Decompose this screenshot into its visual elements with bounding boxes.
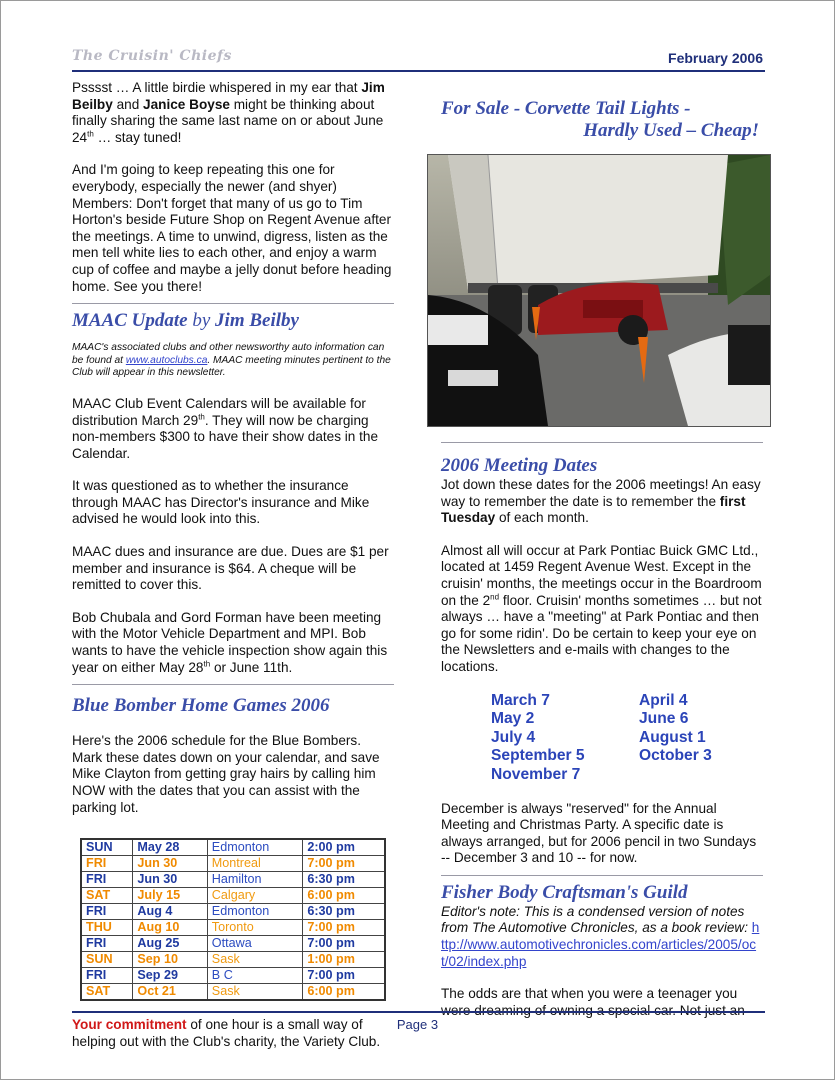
meeting-dates-list	[491, 692, 763, 785]
game-date: Oct 21	[133, 984, 207, 1001]
accident-photo	[427, 154, 771, 427]
game-city: Montreal	[207, 856, 303, 872]
game-date: Aug 10	[133, 920, 207, 936]
header-rule	[72, 70, 765, 72]
game-date: May 28	[133, 839, 207, 856]
game-time: 1:00 pm	[303, 952, 385, 968]
meeting-date: October 3	[639, 747, 712, 765]
game-row	[81, 952, 385, 968]
game-date: Jun 30	[133, 856, 207, 872]
game-date: Sep 29	[133, 968, 207, 984]
game-time: 7:00 pm	[303, 856, 385, 872]
game-time: 7:00 pm	[303, 936, 385, 952]
game-day: THU	[81, 920, 133, 936]
game-city: Ottawa	[207, 936, 303, 952]
game-day: FRI	[81, 936, 133, 952]
meetings-p1: Jot down these dates for the 2006 meetings! An easy way to remember the date is to remember the first Tuesday of each month.	[441, 477, 761, 526]
maac-p1: MAAC Club Event Calendars will be available for distribution March 29th. They will now be charging non-members $300 to have their show dates in the Calendar.	[72, 395, 379, 461]
game-time: 6:00 pm	[303, 984, 385, 1001]
game-date: Sep 10	[133, 952, 207, 968]
game-city: Toronto	[207, 920, 303, 936]
gossip-paragraph: Psssst … A little birdie whispered in my ear that Jim Beilby and Janice Boyse might be thinking about finally sharing the same last name on or about June 24th … stay tuned!	[72, 80, 385, 145]
meeting-date: May 2	[491, 710, 535, 728]
meetings-title: 2006 Meeting Dates	[441, 455, 598, 476]
game-time: 7:00 pm	[303, 968, 385, 984]
game-row	[81, 856, 385, 872]
game-day: FRI	[81, 872, 133, 888]
game-city: Edmonton	[207, 839, 303, 856]
section-rule	[441, 875, 763, 876]
game-date: Aug 25	[133, 936, 207, 952]
maac-note: MAAC's associated clubs and other newsworthy auto information can be found at www.autoclubs.ca. MAAC meeting minutes pertinent to the Club will appear in this newsletter.	[72, 342, 391, 379]
bombers-schedule-table	[80, 838, 386, 1001]
reminder-paragraph: And I'm going to keep repeating this one for everybody, especially the newer (and shyer) Members: Don't forget that many of us go to Tim Horton's beside Future Shop on Regent Avenue after the meetings. A time to unwind, digress, listen as the men tell white lies to each other, and enjoy a warm cup of coffee and maybe a jelly donut before heading home. See you there!	[72, 162, 392, 294]
meeting-date: September 5	[491, 747, 585, 765]
commitment-paragraph: Your commitment of one hour is a small way of helping out with the Club's charity, the Variety Club.	[72, 1017, 381, 1049]
game-time: 6:30 pm	[303, 872, 385, 888]
section-rule	[72, 684, 394, 685]
bombers-intro: Here's the 2006 schedule for the Blue Bombers. Mark these dates down on your calendar, and save Mike Clayton from getting gray hairs by calling him NOW with the dates that you can assist with the parking lot.	[72, 733, 380, 815]
game-city: Edmonton	[207, 904, 303, 920]
meetings-p2: Almost all will occur at Park Pontiac Buick GMC Ltd., located at 1459 Regent Avenue West. Except in the cruisin' months, the meetings occur in the Boardroom on the 2nd floor. Cruisin' months sometimes … but not always … have a "meeting" at Park Pontiac and then go for some ridin'. Do be certain to keep your eye on the Newsletters and e-mails with changes to the locations.	[441, 542, 762, 674]
autoclubs-link[interactable]: www.autoclubs.ca	[125, 354, 208, 366]
issue-date: February 2006	[668, 50, 763, 66]
game-row	[81, 839, 385, 856]
game-city: Hamilton	[207, 872, 303, 888]
game-city: Sask	[207, 952, 303, 968]
fisher-note: Editor's note: This is a condensed version of notes from The Automotive Chronicles, as a book review: http://www.automotivechronicles.com/articles/2005/oct/02/index.php	[441, 903, 760, 969]
meetings-p3: December is always "reserved" for the Annual Meeting and Christmas Party. A specific date is always arranged, but for 2006 pencil in two Sundays -- December 3 and 10 -- for now.	[441, 800, 757, 866]
game-time: 7:00 pm	[303, 920, 385, 936]
meeting-date: August 1	[639, 728, 706, 746]
game-row	[81, 904, 385, 920]
game-time: 6:00 pm	[303, 888, 385, 904]
game-date: Jun 30	[133, 872, 207, 888]
right-column	[441, 98, 763, 142]
meeting-date: April 4	[639, 691, 688, 709]
game-row	[81, 920, 385, 936]
game-city: Calgary	[207, 888, 303, 904]
game-time: 2:00 pm	[303, 839, 385, 856]
game-day: SAT	[81, 984, 133, 1001]
game-city: Sask	[207, 984, 303, 1001]
game-day: FRI	[81, 968, 133, 984]
left-column	[72, 80, 394, 1050]
game-day: SAT	[81, 888, 133, 904]
meeting-date: July 4	[491, 728, 536, 746]
game-row	[81, 888, 385, 904]
game-day: SUN	[81, 952, 133, 968]
game-date: July 15	[133, 888, 207, 904]
meeting-date: March 7	[491, 691, 550, 709]
game-day: FRI	[81, 904, 133, 920]
game-row	[81, 984, 385, 1001]
fisher-title: Fisher Body Craftsman's Guild	[441, 881, 688, 903]
for-sale-heading: For Sale - Corvette Tail Lights - Hardly Used – Cheap!	[441, 98, 759, 141]
meetings-section	[441, 436, 763, 1019]
automotive-chronicles-link[interactable]: http://www.automotivechronicles.com/articles/2005/oct/02/index.php	[441, 920, 760, 969]
game-city: B C	[207, 968, 303, 984]
bombers-title: Blue Bomber Home Games 2006	[72, 695, 330, 717]
maac-p4: Bob Chubala and Gord Forman have been meeting with the Motor Vehicle Department and MPI. Bob wants to have the vehicle inspection show again this year on either May 28th or June 11th.	[72, 609, 388, 675]
game-row	[81, 936, 385, 952]
maac-title: MAAC Update by Jim Beilby	[72, 310, 299, 332]
section-rule	[441, 442, 763, 443]
section-rule	[72, 303, 394, 304]
game-row	[81, 968, 385, 984]
footer-rule	[72, 1011, 765, 1013]
maac-p2: It was questioned as to whether the insurance through MAAC has Director's insurance and Mike advised he would look into this.	[72, 478, 370, 527]
newsletter-name: The Cruisin' Chiefs	[72, 48, 232, 64]
page-number: Page 3	[396, 1017, 439, 1032]
meeting-date: June 6	[639, 710, 689, 728]
game-day: SUN	[81, 839, 133, 856]
game-day: FRI	[81, 856, 133, 872]
maac-p3: MAAC dues and insurance are due. Dues are $1 per member and insurance is $64. A cheque will be remitted to cover this.	[72, 544, 389, 593]
meeting-date: November 7	[491, 765, 581, 783]
game-time: 6:30 pm	[303, 904, 385, 920]
game-row	[81, 872, 385, 888]
fisher-p1: The odds are that when you were a teenager you	[441, 986, 738, 1002]
game-date: Aug 4	[133, 904, 207, 920]
